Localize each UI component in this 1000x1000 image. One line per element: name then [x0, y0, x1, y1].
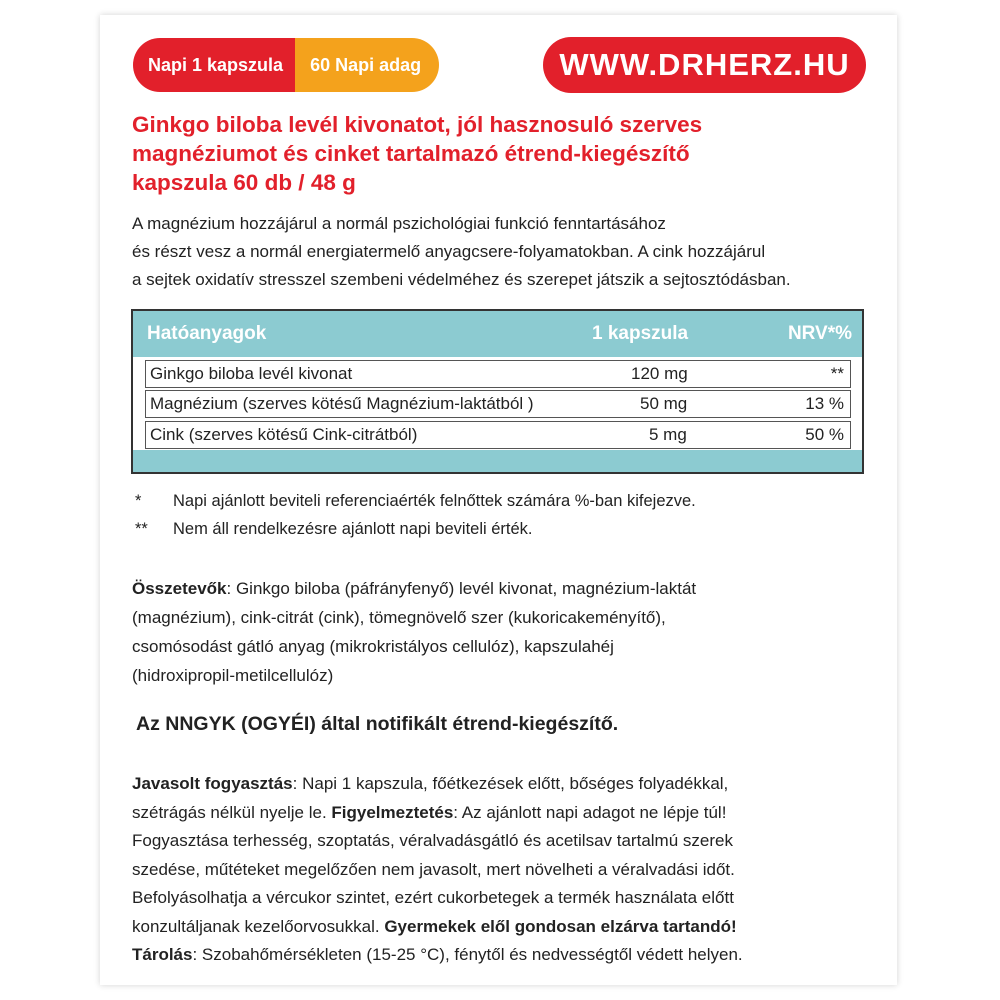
usage-text: : Az ajánlott napi adagot ne lépje túl!	[453, 802, 727, 822]
usage-label: Javasolt fogyasztás	[132, 774, 293, 793]
intro-text	[132, 210, 872, 294]
usage-text: szétrágás nélkül nyelje le.	[132, 802, 332, 822]
daily-dose-badge: Napi 1 kapszula	[133, 38, 295, 92]
notification-statement: Az NNGYK (OGYÉI) által notifikált étrend-kiegészítő.	[136, 713, 619, 735]
usage-text: : Napi 1 kapszula, főétkezések előtt, bőséges folyadékkal,	[292, 774, 729, 793]
ingredients-section	[132, 574, 862, 690]
table-header	[133, 311, 862, 357]
header-nrv: NRV*%	[787, 323, 852, 344]
header-ingredient: Hatóanyagok	[147, 323, 267, 344]
servings-badge: 60 Napi adag	[295, 38, 439, 92]
row-amount: 50 mg	[640, 394, 688, 413]
table-footer-bar	[133, 450, 862, 472]
ingredients-text: csomósodást gátló anyag (mikrokristályos cellulóz), kapszulahéj	[132, 637, 614, 656]
row-nrv: 13 %	[805, 394, 844, 413]
row-name: Ginkgo biloba levél kivonat	[150, 364, 353, 383]
child-warning: Gyermekek elől gondosan elzárva tartandó!	[384, 916, 737, 936]
row-amount: 120 mg	[631, 364, 688, 383]
usage-text: szedése, műtéteket megelőzően nem javasolt, mert növelheti a véralvadási időt.	[132, 859, 735, 879]
intro-line: és részt vesz a normál energiatermelő anyagcsere-folyamatokban. A cink hozzájárul	[132, 242, 766, 261]
footnote-no-nrv	[135, 520, 533, 539]
ingredients-label: Összetevők	[132, 579, 227, 598]
title-line: magnéziumot és cinket tartalmazó étrend-kiegészítő	[132, 141, 690, 166]
table-row	[145, 360, 851, 388]
row-amount: 5 mg	[649, 425, 687, 444]
ingredients-text: : Ginkgo biloba (páfrányfenyő) levél kivonat, magnézium-laktát	[226, 579, 697, 598]
header-per-capsule: 1 kapszula	[592, 323, 689, 344]
ingredients-text: (magnézium), cink-citrát (cink), tömegnövelő szer (kukoricakeményítő),	[132, 608, 666, 627]
storage-label: Tárolás	[132, 945, 193, 964]
storage-text: : Szobahőmérsékleten (15-25 °C), fénytől és nedvességtől védett helyen.	[192, 945, 743, 964]
usage-text: konzultáljanak kezelőorvosukkal.	[132, 916, 385, 936]
row-name: Magnézium (szerves kötésű Magnézium-laktátból )	[150, 394, 534, 413]
warning-label: Figyelmeztetés	[331, 802, 454, 822]
footnote-nrv	[135, 492, 696, 511]
nutrition-table	[131, 309, 864, 474]
row-nrv: **	[830, 364, 844, 383]
intro-line: a sejtek oxidatív stresszel szembeni védelméhez és szerepet játszik a sejtosztódásban.	[132, 270, 791, 289]
table-row	[145, 390, 851, 418]
product-title	[132, 110, 862, 197]
footnote-text: Napi ajánlott beviteli referenciaérték felnőttek számára %-ban kifejezve.	[173, 492, 696, 510]
footnote-mark: *	[135, 492, 142, 510]
usage-text: Fogyasztása terhesség, szoptatás, véralvadásgátló és acetilsav tartalmú szerek	[132, 831, 733, 850]
dose-badge	[133, 38, 439, 92]
row-nrv: 50 %	[805, 425, 844, 444]
usage-section	[132, 770, 862, 970]
ingredients-text: (hidroxipropil-metilcellulóz)	[132, 666, 334, 685]
footnote-mark: **	[135, 520, 148, 538]
row-name: Cink (szerves kötésű Cink-citrátból)	[150, 425, 418, 444]
title-line: kapszula 60 db / 48 g	[132, 170, 356, 195]
table-row	[145, 421, 851, 449]
footnote-text: Nem áll rendelkezésre ajánlott napi beviteli érték.	[173, 520, 533, 538]
intro-line: A magnézium hozzájárul a normál pszichológiai funkció fenntartásához	[132, 214, 666, 233]
title-line: Ginkgo biloba levél kivonatot, jól hasznosuló szerves	[132, 112, 703, 137]
website-url[interactable]: WWW.DRHERZ.HU	[543, 37, 866, 93]
usage-text: Befolyásolhatja a vércukor szintet, ezért cukorbetegek a termék használata előtt	[132, 888, 734, 907]
